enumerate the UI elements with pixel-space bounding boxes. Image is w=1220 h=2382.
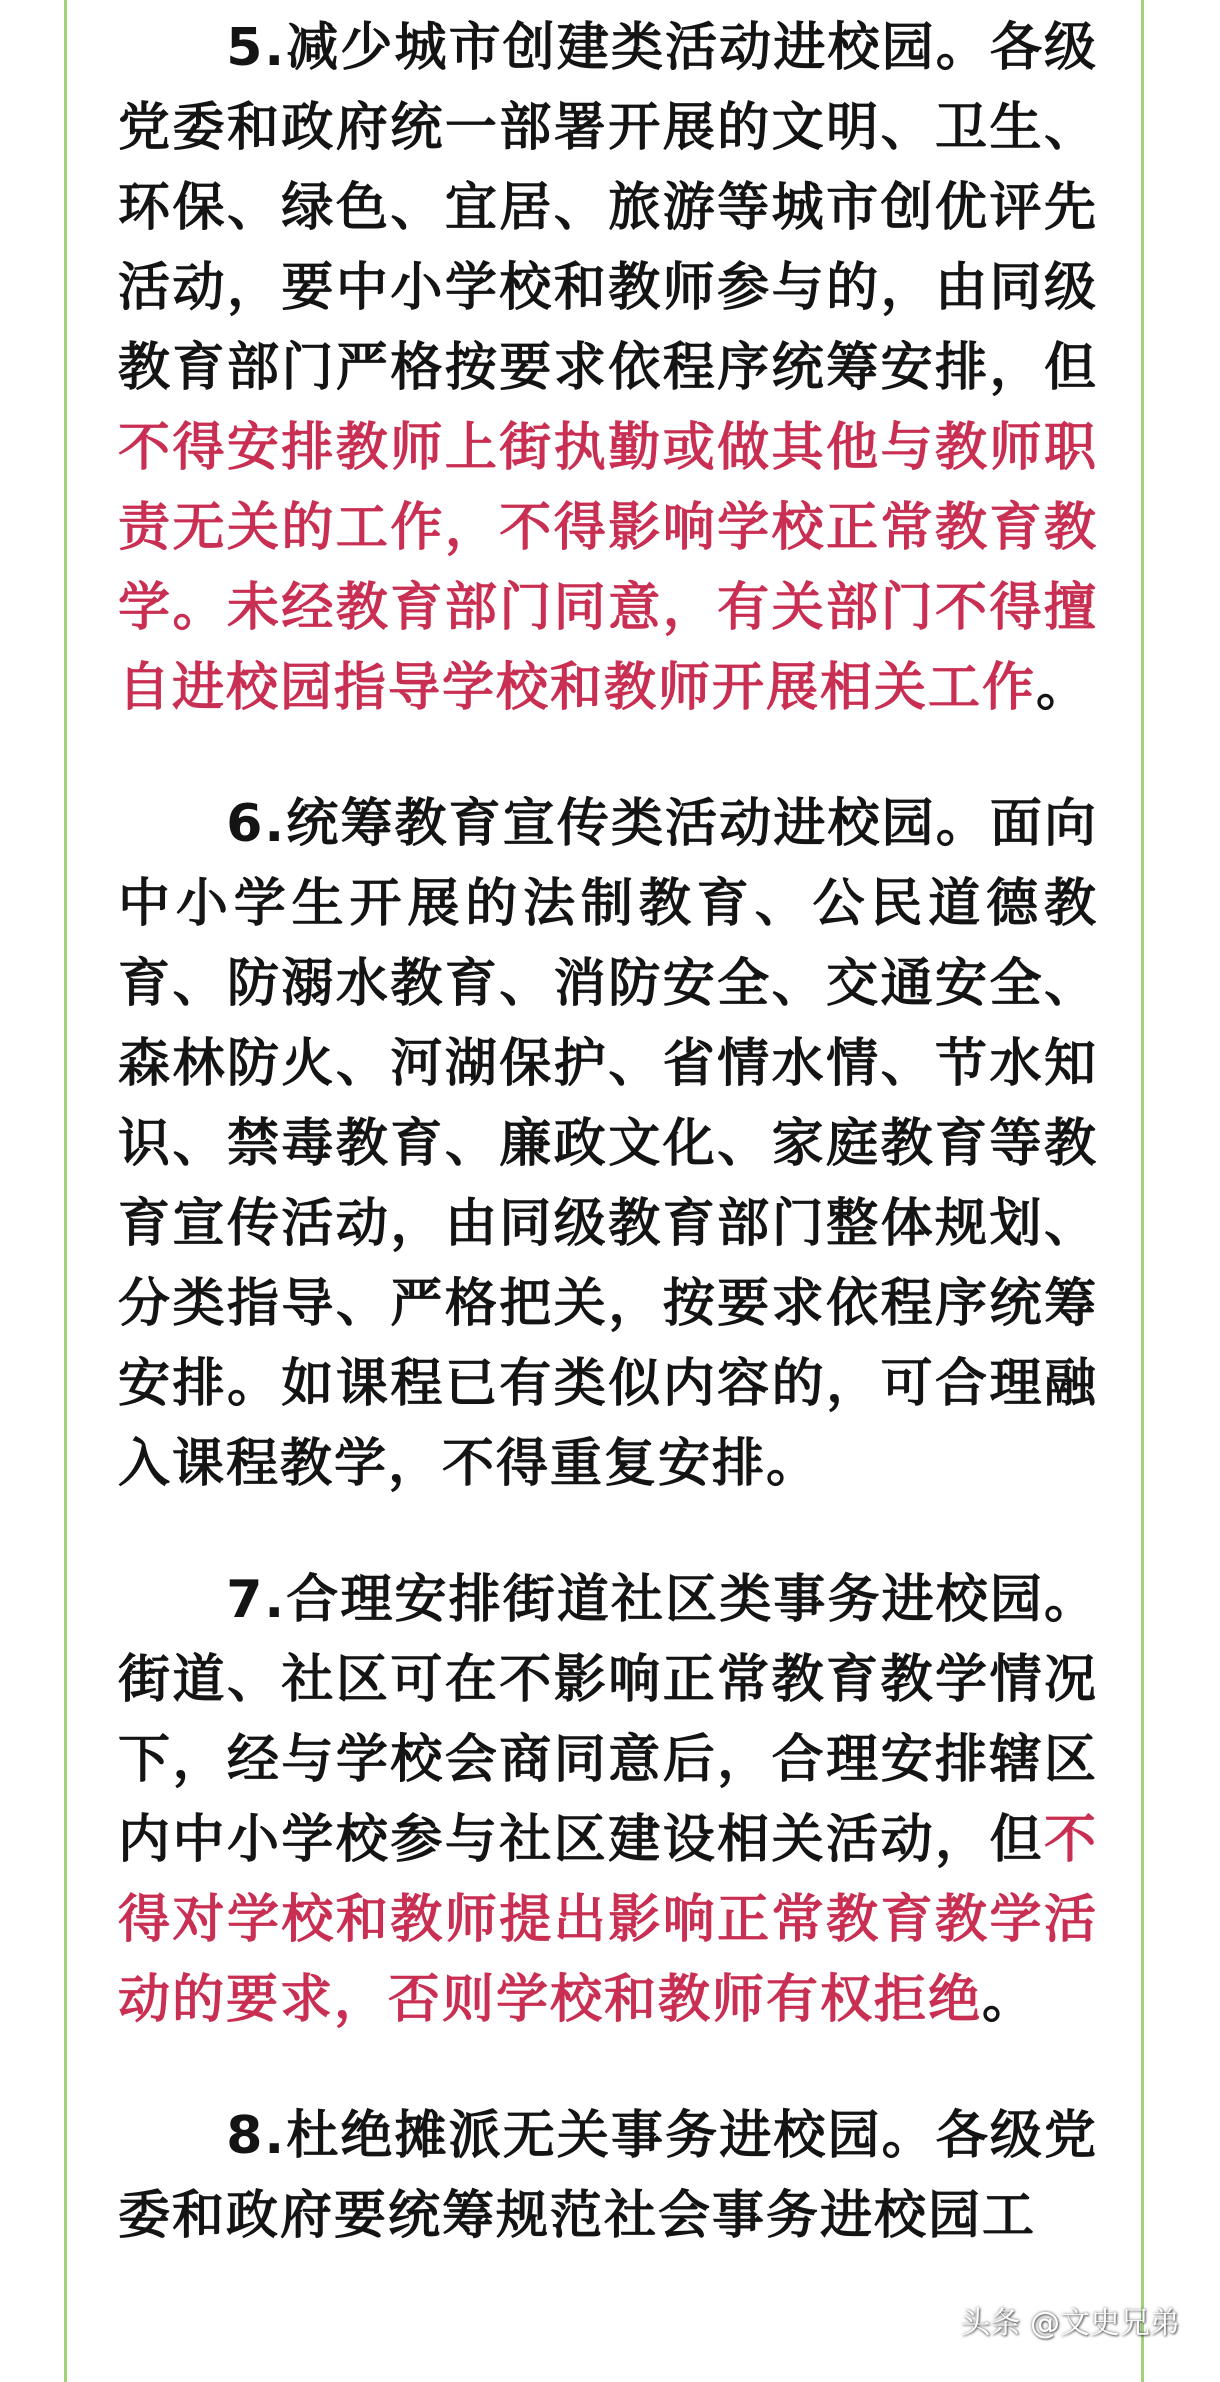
paragraph-7-text-2: 。: [982, 1970, 1037, 2030]
paragraph-8: [118, 2096, 1098, 2256]
watermark: 头条 @文史兄弟: [960, 2306, 1180, 2341]
paragraph-5-text-1: 5.减少城市创建类活动进校园。各级党委和政府统一部署开展的文明、卫生、环保、绿色、宜居、旅游等城市创优评先活动，要中小学校和教师参与的，由同级教育部门严格按要求依程序统筹安排，但: [118, 18, 1098, 398]
paragraph-8-text: 8.杜绝摊派无关事务进校园。各级党委和政府要统筹规范社会事务进校园工: [118, 2106, 1098, 2246]
paragraph-6-text: 6.统筹教育宣传类活动进校园。面向中小学生开展的法制教育、公民道德教育、防溺水教育、消防安全、交通安全、森林防火、河湖保护、省情水情、节水知识、禁毒教育、廉政文化、家庭教育等教育宣传活动，由同级教育部门整体规划、分类指导、严格把关，按要求依程序统筹安排。如课程已有类似内容的，可合理融入课程教学，不得重复安排。: [118, 794, 1098, 1494]
paragraph-7: [118, 1560, 1098, 2040]
paragraph-7-highlight: 不得对学校和教师提出影响正常教育教学活动的要求，否则学校和教师有权拒绝: [118, 1810, 1098, 2030]
paragraph-5: [118, 8, 1098, 728]
paragraph-7-text-1: 7.合理安排街道社区类事务进校园。街道、社区可在不影响正常教育教学情况下，经与学校会商同意后，合理安排辖区内中小学校参与社区建设相关活动，但: [118, 1570, 1098, 1870]
paragraph-5-highlight: 不得安排教师上街执勤或做其他与教师职责无关的工作，不得影响学校正常教育教学。未经教育部门同意，有关部门不得擅自进校园指导学校和教师开展相关工作: [118, 418, 1098, 718]
paragraph-5-text-2: 。: [1036, 658, 1091, 718]
paragraph-6: [118, 784, 1098, 1504]
article-body: [118, 8, 1098, 2312]
